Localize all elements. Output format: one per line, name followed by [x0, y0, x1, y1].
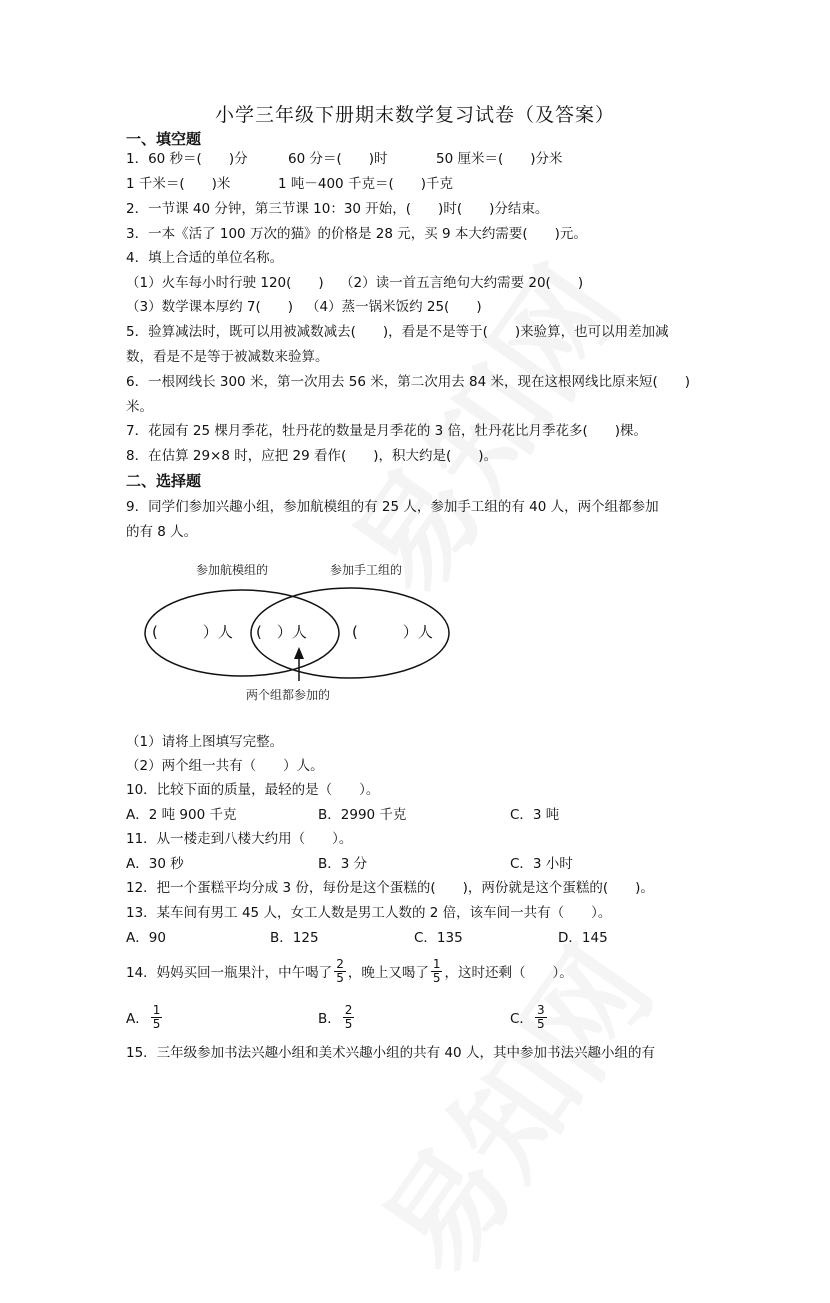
- question-9-sub2: （2）两个组一共有（ ）人。: [126, 758, 324, 774]
- question-5-line1: 5．验算减法时，既可以用被减数减去( )，看是不是等于( )来验算，也可以用差加减: [126, 324, 669, 340]
- question-4-stem: 4．填上合适的单位名称。: [126, 250, 284, 266]
- question-14-option-b: B． $\frac{2}{5}$: [318, 1002, 353, 1031]
- venn-left-label: 参加航模组的: [196, 563, 269, 577]
- question-5-line2: 数，看是不是等于被减数来验算。: [126, 349, 329, 365]
- question-4a: （1）火车每小时行驶 120( ): [126, 275, 324, 291]
- question-14-stem: [126, 958, 573, 988]
- question-4d: （4）蒸一锅米饭约 25( ): [306, 299, 482, 315]
- question-10-option-a: A．2 吨 900 千克: [126, 807, 237, 823]
- question-14-text-post: ，这时还剩（ ）。: [444, 965, 573, 981]
- question-11-stem: 11．从一楼走到八楼大约用（ ）。: [126, 831, 353, 847]
- venn-left-fill: ( ）人: [152, 623, 233, 641]
- venn-right-fill: ( ）人: [352, 623, 433, 641]
- question-1d: 1 千米＝( )米: [126, 176, 231, 192]
- question-1a: 1．60 秒＝( )分: [126, 151, 248, 167]
- question-4b: （2）读一首五言绝句大约需要 20( ): [340, 275, 584, 291]
- page-title: 小学三年级下册期末数学复习试卷（及答案）: [214, 104, 615, 126]
- question-11-option-b: B．3 分: [318, 856, 368, 872]
- question-8: 8．在估算 29×8 时，应把 29 看作( )，积大约是( )。: [126, 448, 498, 464]
- question-6-line1: 6．一根网线长 300 米，第一次用去 56 米，第二次用去 84 米，现在这根网线比原来短( ): [126, 374, 690, 390]
- venn-diagram: [140, 555, 460, 705]
- question-2: 2．一节课 40 分钟，第三节课 10：30 开始，( )时( )分结束。: [126, 201, 549, 217]
- question-1c: 50 厘米＝( )分米: [436, 151, 563, 167]
- venn-right-label: 参加手工组的: [330, 563, 403, 577]
- question-9-sub1: （1）请将上图填写完整。: [126, 734, 284, 750]
- question-3: 3．一本《活了 100 万次的猫》的价格是 28 元，买 9 本大约需要( )元。: [126, 226, 587, 242]
- question-11-option-a: A．30 秒: [126, 856, 184, 872]
- question-12: 12．把一个蛋糕平均分成 3 份，每份是这个蛋糕的( )，两份就是这个蛋糕的( )。: [126, 880, 654, 896]
- fraction-one-fifth: $\frac{1}{5}$: [432, 956, 441, 985]
- question-10-stem: 10．比较下面的质量，最轻的是（ ）。: [126, 782, 380, 798]
- question-1b: 60 分＝( )时: [288, 151, 388, 167]
- question-9-line2: 的有 8 人。: [126, 524, 198, 540]
- question-7: 7．花园有 25 棵月季花，牡丹花的数量是月季花的 3 倍，牡丹花比月季花多( )棵。: [126, 423, 648, 439]
- question-6-line2: 米。: [126, 399, 153, 415]
- question-13-option-a: A．90: [126, 930, 166, 946]
- question-14-option-c: C． $\frac{3}{5}$: [510, 1002, 545, 1031]
- question-15: 15．三年级参加书法兴趣小组和美术兴趣小组的共有 40 人，其中参加书法兴趣小组的有: [126, 1045, 655, 1061]
- question-13-stem: 13．某车间有男工 45 人，女工人数是男工人数的 2 倍，该车间一共有（ ）。: [126, 905, 612, 921]
- question-13-option-d: D．145: [558, 930, 608, 946]
- question-1e: 1 吨－400 千克＝( )千克: [278, 176, 453, 192]
- question-14-text-pre: 14．妈妈买回一瓶果汁，中午喝了: [126, 965, 333, 981]
- question-13-option-b: B．125: [270, 930, 319, 946]
- section-fill-in-heading: 一、填空题: [126, 130, 202, 148]
- question-10-option-b: B．2990 千克: [318, 807, 407, 823]
- question-14-text-mid: ，晚上又喝了: [347, 965, 429, 981]
- question-14-option-a: A． $\frac{1}{5}$: [126, 1002, 161, 1031]
- venn-bottom-label: 两个组都参加的: [246, 688, 331, 702]
- question-11-option-c: C．3 小时: [510, 856, 573, 872]
- question-10-option-c: C．3 吨: [510, 807, 560, 823]
- question-9-line1: 9．同学们参加兴趣小组，参加航模组的有 25 人，参加手工组的有 40 人，两个组都参加: [126, 499, 659, 515]
- fraction-two-fifths: $\frac{2}{5}$: [336, 956, 344, 985]
- venn-middle-fill: ( ）人: [256, 623, 307, 641]
- venn-arrow-head: [294, 647, 304, 659]
- question-4c: （3）数学课本厚约 7( ): [126, 299, 294, 315]
- section-choice-heading: 二、选择题: [126, 472, 202, 490]
- question-13-option-c: C．135: [414, 930, 463, 946]
